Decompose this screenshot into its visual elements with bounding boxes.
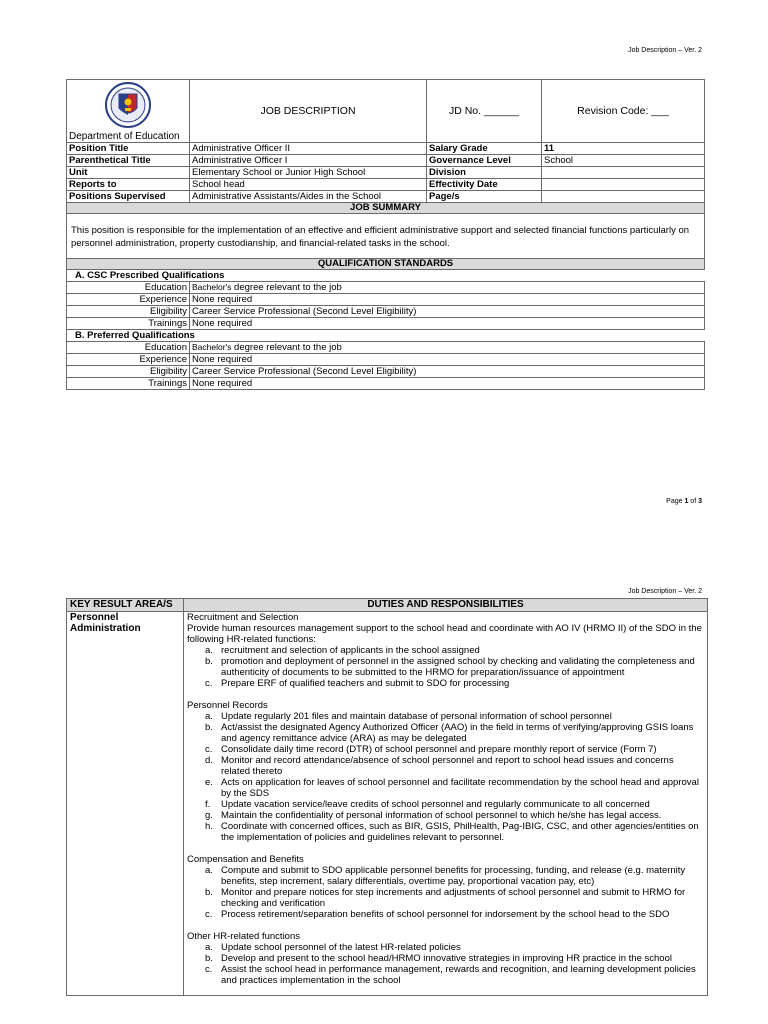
job-description-table xyxy=(66,79,705,390)
parenthetical-title-value: Administrative Officer I xyxy=(190,155,427,167)
page-current: 1 xyxy=(684,498,689,505)
duty-item-text: Act/assist the designated Agency Authorized Officer (AAO) in the field in terms of verifying/approving GSIS loans and agency remittance advice (ARA) as may be delegated xyxy=(221,722,694,744)
duty-item xyxy=(187,755,704,777)
duty-item xyxy=(187,645,704,656)
duty-item-text: Develop and present to the school head/HRMO innovative strategies in improving HR practice in the school xyxy=(221,953,672,964)
duty-item-text: recruitment and selection of applicants in the school assigned xyxy=(221,645,480,656)
duty-item-text: Acts on application for leaves of school personnel and facilitate recommendation by the school head and approval by the SDS xyxy=(221,777,699,799)
qual-label: Experience xyxy=(67,294,190,306)
duty-item-marker: a. xyxy=(205,645,213,656)
qual-education-degree: Bachelor's xyxy=(192,282,232,292)
page-label: Page xyxy=(666,498,685,505)
page-header-version: Job Description – Ver. 2 xyxy=(628,588,702,595)
qual-label: Education xyxy=(67,342,190,354)
qual-label: Eligibility xyxy=(67,306,190,318)
division-value xyxy=(542,167,705,179)
preferred-qualifications-heading: B. Preferred Qualifications xyxy=(67,330,705,342)
kra-line: Administration xyxy=(70,623,141,634)
duty-item-marker: c. xyxy=(205,909,213,920)
salary-grade-value: 11 xyxy=(542,143,705,155)
job-summary-heading: JOB SUMMARY xyxy=(67,203,705,214)
duty-item-text: Prepare ERF of qualified teachers and submit to SDO for processing xyxy=(221,678,510,689)
document-title: JOB DESCRIPTION xyxy=(190,80,427,143)
duty-item xyxy=(187,821,704,843)
duty-item-marker: c. xyxy=(205,964,213,975)
duty-item-text: Process retirement/separation benefits of school personnel for indorsement by the school head to the SDO xyxy=(221,909,670,920)
duty-item xyxy=(187,942,704,953)
duty-item-marker: e. xyxy=(205,777,213,788)
revision-code: Revision Code: ___ xyxy=(542,80,705,143)
duty-item-text: promotion and deployment of personnel in the assigned school by checking and validating the completeness and authenticity of documents to be submitted to the HRMO for preparation/issuance of appointment xyxy=(221,656,695,678)
qual-label: Experience xyxy=(67,354,190,366)
duty-item-marker: f. xyxy=(205,799,211,810)
position-title-value: Administrative Officer II xyxy=(190,143,427,155)
section-title: Recruitment and Selection xyxy=(187,612,299,623)
qualification-standards-heading: QUALIFICATION STANDARDS xyxy=(67,259,705,270)
duty-item-text: Coordinate with concerned offices, such as BIR, GSIS, PhilHealth, Pag-IBIG, CSC, and other agencies/entities on the implementation of policies and guidelines relevant to personnel. xyxy=(221,821,699,843)
qual-value xyxy=(190,282,705,294)
duty-item-marker: d. xyxy=(205,755,213,766)
duty-item-text: Update regularly 201 files and maintain database of personal information of school personnel xyxy=(221,711,612,722)
job-summary-text: This position is responsible for the implementation of an effective and efficient administrative support and selected financial functions particularly on personnel administration, property custodianship, and financial-related tasks in the school. xyxy=(67,214,705,259)
qual-value: Career Service Professional (Second Level Eligibility) xyxy=(190,366,705,378)
duty-item-text: Update vacation service/leave credits of school personnel and regularly communicate to all concerned xyxy=(221,799,650,810)
duty-list xyxy=(187,645,704,689)
position-title-label: Position Title xyxy=(67,143,190,155)
qual-label: Trainings xyxy=(67,378,190,390)
qual-value: None required xyxy=(190,354,705,366)
kra-personnel-administration xyxy=(67,612,184,996)
section-intro: Provide human resources management support to the school head and coordinate with AO IV (HRMO II) of the SDO in the following HR-related functions: xyxy=(187,623,702,645)
department-name: Department of Education xyxy=(69,131,180,142)
duty-item xyxy=(187,722,704,744)
duty-item xyxy=(187,711,704,722)
duty-item-text: Monitor and prepare notices for step increments and adjustments of school personnel and submit to HRMO for checking and verification xyxy=(221,887,686,909)
duty-item-marker: c. xyxy=(205,744,213,755)
kra-column-header: KEY RESULT AREA/S xyxy=(67,599,184,612)
section-title: Personnel Records xyxy=(187,700,268,711)
duty-item xyxy=(187,865,704,887)
duty-item xyxy=(187,810,704,821)
duty-item-text: Monitor and record attendance/absence of school personnel and report to school head issues and concerns related thereto xyxy=(221,755,674,777)
page-header-version: Job Description – Ver. 2 xyxy=(628,47,702,54)
qual-label: Education xyxy=(67,282,190,294)
unit-value: Elementary School or Junior High School xyxy=(190,167,427,179)
governance-level-label: Governance Level xyxy=(427,155,542,167)
positions-supervised-value: Administrative Assistants/Aides in the School xyxy=(190,191,427,203)
duty-item xyxy=(187,678,704,689)
duties-table xyxy=(66,598,708,996)
duty-item-text: Assist the school head in performance management, rewards and recognition, and learning development policies and practices implementation in the school xyxy=(221,964,696,986)
duties-cell xyxy=(184,612,708,996)
duty-item xyxy=(187,909,704,920)
duty-item-text: Update school personnel of the latest HR-related policies xyxy=(221,942,461,953)
page-of: of xyxy=(688,498,699,505)
jd-number: JD No. ______ xyxy=(427,80,542,143)
governance-level-value: School xyxy=(542,155,705,167)
unit-label: Unit xyxy=(67,167,190,179)
duty-item xyxy=(187,953,704,964)
pages-label: Page/s xyxy=(427,191,542,203)
qual-value: None required xyxy=(190,294,705,306)
duty-item xyxy=(187,777,704,799)
qual-education-rest: degree relevant to the job xyxy=(231,282,342,293)
duty-list xyxy=(187,942,704,986)
duties-column-header: DUTIES AND RESPONSIBILITIES xyxy=(184,599,708,612)
parenthetical-title-label: Parenthetical Title xyxy=(67,155,190,167)
duty-item xyxy=(187,799,704,810)
qual-education-degree: Bachelor's xyxy=(192,342,232,352)
effectivity-date-label: Effectivity Date xyxy=(427,179,542,191)
reports-to-value: School head xyxy=(190,179,427,191)
kra-line: Personnel xyxy=(70,612,119,623)
qual-label: Eligibility xyxy=(67,366,190,378)
deped-seal-icon xyxy=(99,82,157,128)
duty-item-marker: a. xyxy=(205,942,213,953)
reports-to-label: Reports to xyxy=(67,179,190,191)
duty-item-marker: a. xyxy=(205,865,213,876)
duty-item-marker: h. xyxy=(205,821,213,832)
salary-grade-label: Salary Grade xyxy=(427,143,542,155)
effectivity-date-value xyxy=(542,179,705,191)
page-number xyxy=(666,498,702,505)
division-label: Division xyxy=(427,167,542,179)
duty-item-marker: g. xyxy=(205,810,213,821)
duty-item xyxy=(187,656,704,678)
qual-value: None required xyxy=(190,318,705,330)
duty-item xyxy=(187,887,704,909)
duty-item-marker: b. xyxy=(205,656,213,667)
section-title: Other HR-related functions xyxy=(187,931,300,942)
page-total: 3 xyxy=(698,498,702,505)
section-title: Compensation and Benefits xyxy=(187,854,304,865)
duty-item-marker: b. xyxy=(205,887,213,898)
duty-list xyxy=(187,711,704,843)
duty-item-marker: a. xyxy=(205,711,213,722)
duty-item-text: Consolidate daily time record (DTR) of school personnel and prepare monthly report of service (Form 7) xyxy=(221,744,657,755)
pages-value xyxy=(542,191,705,203)
duty-item-marker: c. xyxy=(205,678,213,689)
qual-education-rest: degree relevant to the job xyxy=(231,342,342,353)
qual-value xyxy=(190,342,705,354)
duty-item-text: Compute and submit to SDO applicable personnel benefits for processing, funding, and release (e.g. maternity benefits, step increment, salary differentials, overtime pay, proportional vacation pay, etc) xyxy=(221,865,686,887)
duty-item xyxy=(187,744,704,755)
qual-value: None required xyxy=(190,378,705,390)
logo-cell xyxy=(67,80,190,143)
duty-item-marker: b. xyxy=(205,722,213,733)
duty-item xyxy=(187,964,704,986)
positions-supervised-label: Positions Supervised xyxy=(67,191,190,203)
csc-qualifications-heading: A. CSC Prescribed Qualifications xyxy=(67,270,705,282)
duty-list xyxy=(187,865,704,920)
qual-label: Trainings xyxy=(67,318,190,330)
duty-item-marker: b. xyxy=(205,953,213,964)
duty-item-text: Maintain the confidentiality of personal information of school personnel to which he/she has legal access. xyxy=(221,810,662,821)
qual-value: Career Service Professional (Second Level Eligibility) xyxy=(190,306,705,318)
